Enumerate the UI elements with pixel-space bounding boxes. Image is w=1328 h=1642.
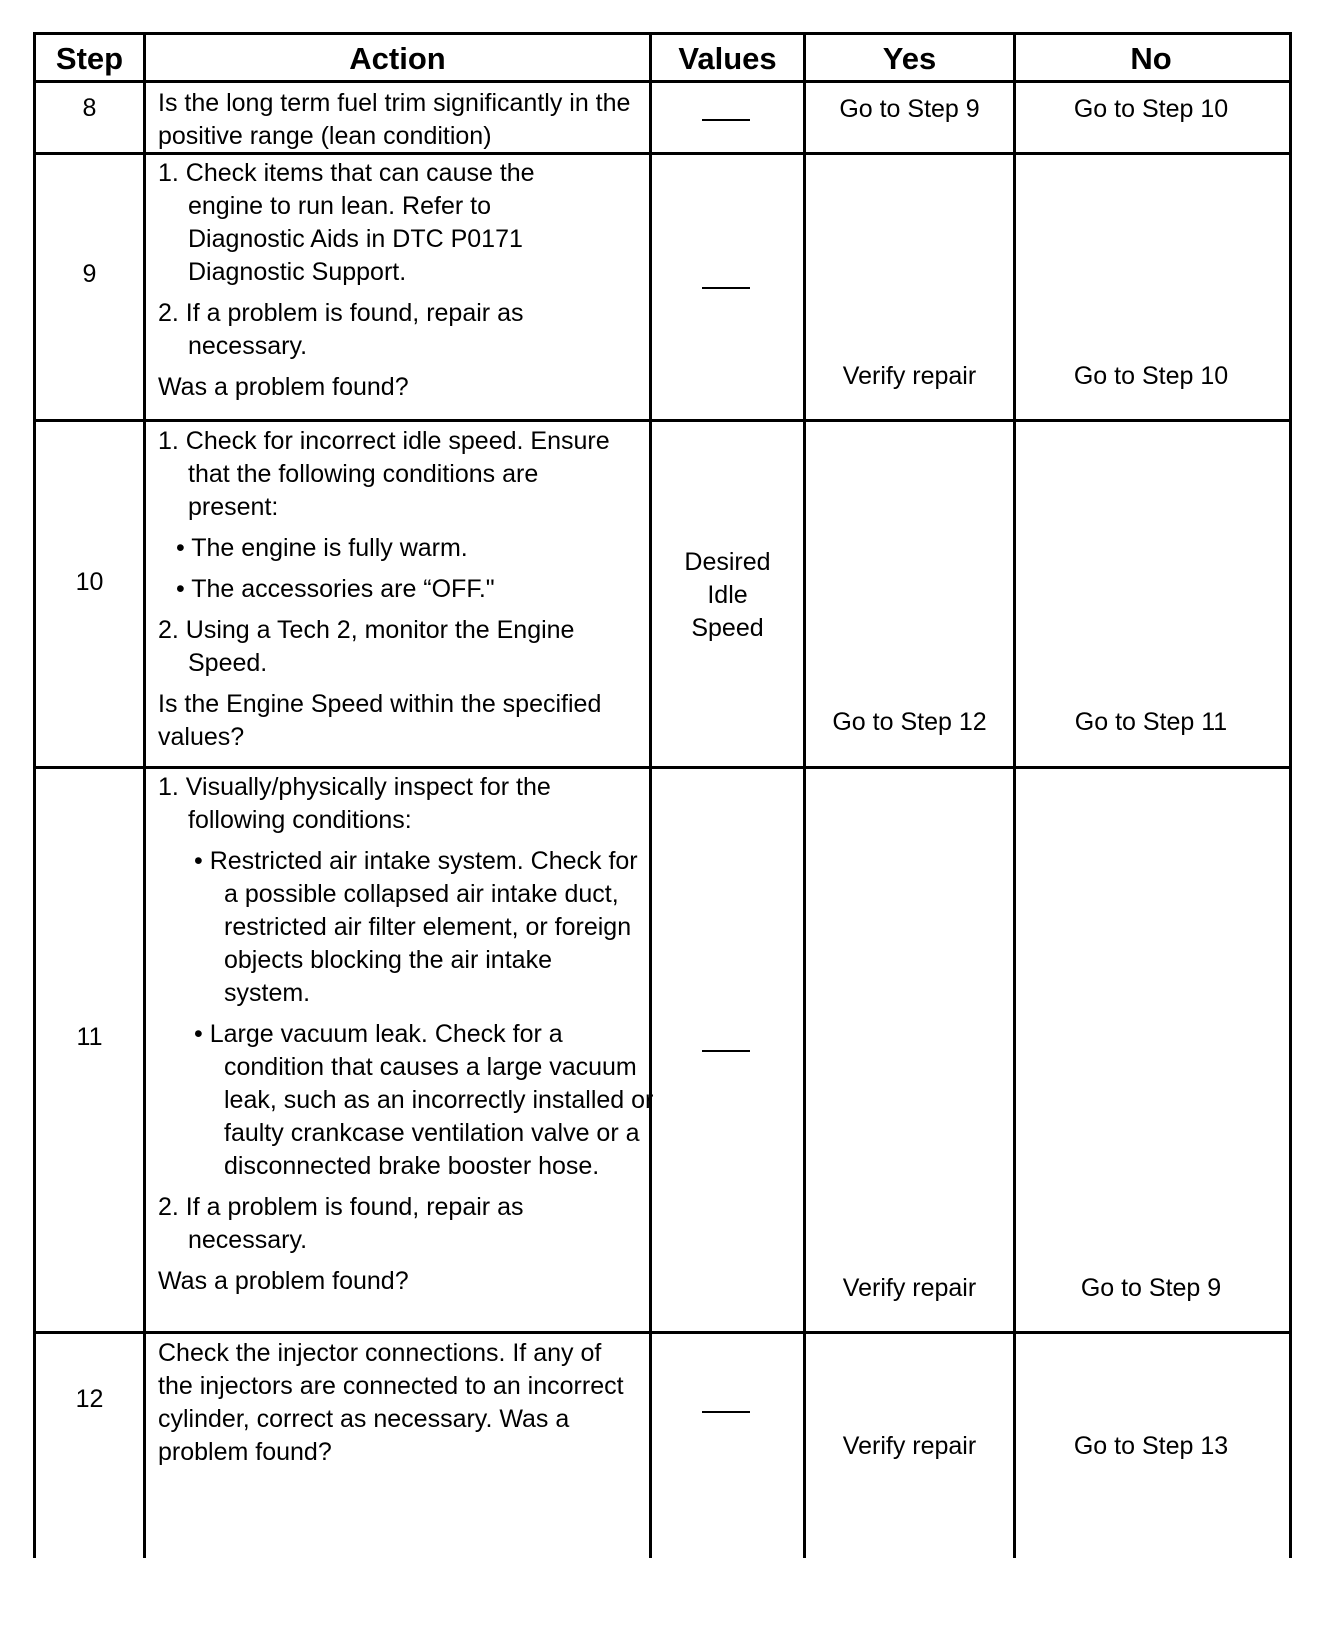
action-line: 1. Check for incorrect idle speed. Ensure that the following conditions are present:	[158, 427, 610, 521]
no-result: Go to Step 10	[1073, 95, 1229, 123]
action-line: Check the injector connections. If any of the injectors are connected to an incorrect cylinder, correct as necessary. Was a problem found?	[158, 1339, 624, 1466]
empty-value-dash	[702, 1411, 750, 1413]
column-divider	[803, 35, 806, 1558]
header-values: Values	[678, 41, 777, 76]
yes-result: Verify repair	[842, 1274, 977, 1302]
action-text	[158, 771, 654, 1306]
no-result: Go to Step 9	[1080, 1274, 1222, 1302]
header-action: Action	[349, 41, 446, 76]
action-text	[158, 425, 638, 762]
action-line: 2. Using a Tech 2, monitor the Engine Speed.	[158, 616, 575, 677]
action-line: 2. If a problem is found, repair as necessary.	[158, 1193, 524, 1254]
diagnostic-table	[33, 32, 1292, 1558]
step-number: 8	[82, 94, 97, 122]
column-divider	[649, 35, 652, 1558]
action-line: 2. If a problem is found, repair as necessary.	[158, 299, 524, 360]
action-line: • The engine is fully warm.	[176, 534, 468, 562]
action-line: Is the Engine Speed within the specified values?	[158, 690, 602, 751]
header-yes: Yes	[882, 41, 937, 76]
action-line: • Restricted air intake system. Check for a possible collapsed air intake duct, restricted air filter element, or foreign objects blocking the air intake system.	[194, 847, 638, 1007]
action-line: • Large vacuum leak. Check for a condition that causes a large vacuum leak, such as an incorrectly installed or faulty crankcase ventilation valve or a disconnected brake booster hose.	[194, 1020, 654, 1180]
action-line: 1. Visually/physically inspect for the following conditions:	[158, 773, 551, 834]
empty-value-dash	[702, 1050, 750, 1052]
yes-result: Verify repair	[842, 1432, 977, 1460]
no-result: Go to Step 13	[1073, 1432, 1229, 1460]
yes-result: Verify repair	[842, 362, 977, 390]
column-divider	[143, 35, 146, 1558]
yes-result: Go to Step 12	[832, 708, 987, 736]
header-step: Step	[55, 41, 124, 76]
action-line: Was a problem found?	[158, 373, 409, 401]
no-result: Go to Step 10	[1073, 362, 1229, 390]
action-text	[158, 87, 638, 161]
step-number: 12	[75, 1385, 104, 1413]
column-divider	[1013, 35, 1016, 1558]
action-line: Was a problem found?	[158, 1267, 409, 1295]
desired-idle-speed-value: Desired Idle Speed	[684, 548, 771, 642]
action-line: 1. Check items that can cause the engine to run lean. Refer to Diagnostic Aids in DTC P0171 Diagnostic Support.	[158, 159, 535, 286]
step-number: 9	[82, 260, 97, 288]
step-number: 10	[75, 568, 104, 596]
step-number: 11	[76, 1023, 103, 1051]
row-divider	[36, 1331, 1289, 1334]
header-no: No	[1130, 41, 1172, 76]
action-line: Is the long term fuel trim significantly in the positive range (lean condition)	[158, 89, 631, 150]
action-text	[158, 1337, 638, 1477]
no-result: Go to Step 11	[1074, 708, 1228, 736]
empty-value-dash	[702, 119, 750, 121]
action-text	[158, 157, 588, 412]
row-divider	[36, 419, 1289, 422]
row-divider	[36, 766, 1289, 769]
action-line: • The accessories are “OFF."	[176, 575, 495, 603]
empty-value-dash	[702, 287, 750, 289]
yes-result: Go to Step 9	[839, 95, 980, 123]
